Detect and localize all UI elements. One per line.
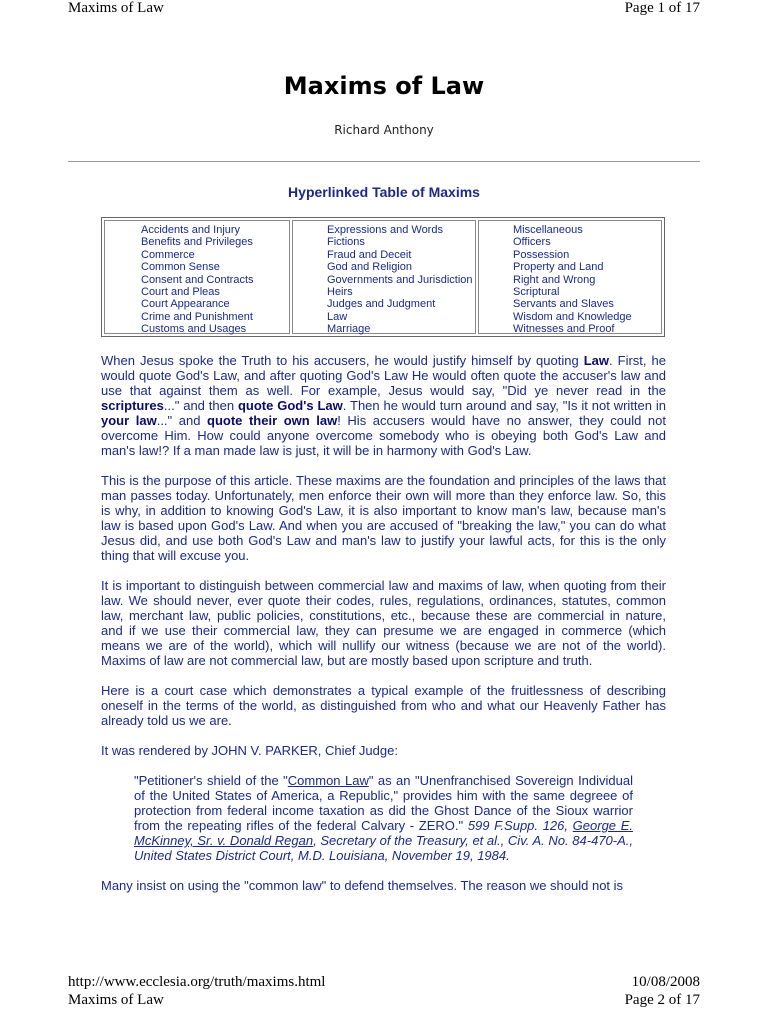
toc-link[interactable]: Accidents and Injury xyxy=(141,224,241,236)
toc-link[interactable]: Governments and Jurisdiction xyxy=(327,273,473,286)
citation-text: 599 F.Supp. 126, xyxy=(467,818,573,833)
toc-link[interactable]: Scriptural xyxy=(513,286,560,299)
toc-link[interactable]: Miscellaneous xyxy=(513,224,583,236)
bold-text: quote their own law xyxy=(207,413,338,428)
toc-link[interactable]: Consent and Contracts xyxy=(141,273,254,286)
footer-doc-title: Maxims of Law xyxy=(68,992,164,1008)
toc-link[interactable]: Judges and Judgment xyxy=(327,298,436,311)
paragraph-3: It is important to distinguish between commercial law and maxims of law, when quoting from their law. We should never, ever quote their codes, rules, regulations, ordinances, statutes, common law, merchant law, public policies, constitutions, etc., because these are commercial in nature, and if we use their commercial law, they can presume we are engaged in commerce (which means we are of the world), which will nullify our witness (because we are not of the world). Maxims of law are not commercial law, but are mostly based upon scripture and truth. xyxy=(101,578,666,668)
toc-column-2 xyxy=(292,220,476,334)
toc-column-1 xyxy=(104,220,290,334)
footer-date: 10/08/2008 xyxy=(631,974,700,990)
bold-text: scriptures xyxy=(101,398,164,413)
footer-url: http://www.ecclesia.org/truth/maxims.html xyxy=(68,974,326,990)
text-run: . First, he would quote God's Law, and after quoting God's Law He would often quote the accuser's law and use that against them as well. For example, Jesus would say, "Did ye never read in the xyxy=(101,353,666,398)
text-run: ..." and xyxy=(156,413,207,428)
toc-column-3 xyxy=(478,220,662,334)
toc-link[interactable]: Property and Land xyxy=(513,261,604,274)
header-page-number: Page 1 of 17 xyxy=(624,0,700,16)
footer-page-number: Page 2 of 17 xyxy=(624,992,700,1008)
text-run: " as an "Unenfranchised Sovereign Individual of the United States of America, a Republic," provides him with the same degreee of protection from federal income taxation as did the Ghost Dance of the Sioux warrior from the repeating rifles of the federal Calvary - ZERO." xyxy=(134,773,633,833)
toc-link[interactable]: Court and Pleas xyxy=(141,286,220,299)
bold-text: Law xyxy=(583,353,610,368)
paragraph-5: It was rendered by JOHN V. PARKER, Chief Judge: xyxy=(101,743,398,758)
divider xyxy=(68,161,700,162)
case-name-link[interactable]: George E. McKinney, Sr. v. Donald Regan xyxy=(134,818,633,848)
common-law-link[interactable]: Common Law xyxy=(287,773,369,788)
paragraph-1 xyxy=(101,353,666,458)
paragraph-6: Many insist on using the "common law" to defend themselves. The reason we should not is xyxy=(101,878,624,893)
paragraph-4: Here is a court case which demonstrates a typical example of the fruitlessness of describing oneself in the terms of the world, as distinguished from who and what our Heavenly Father has already told us we are. xyxy=(101,683,666,728)
toc-link[interactable]: Witnesses and Proof xyxy=(513,323,615,336)
toc-link[interactable]: Wisdom and Knowledge xyxy=(513,310,632,323)
text-run: ! His accusers would have no answer, they could not overcome Him. How could anyone overcome somebody who is obeying both God's Law and man's law!? If a man made law is just, it will be in harmony with God's Law. xyxy=(101,413,666,458)
text-run: ..." and then xyxy=(163,398,238,413)
toc-link[interactable]: Fictions xyxy=(327,236,365,249)
toc-link[interactable]: Servants and Slaves xyxy=(513,298,614,311)
article-body xyxy=(101,353,666,908)
text-run: . Then he would turn around and say, "Is it not written in xyxy=(342,398,666,413)
bold-text: quote God's Law xyxy=(237,398,343,413)
text-run: "Petitioner's shield of the " xyxy=(134,773,288,788)
toc-link[interactable]: Common Sense xyxy=(141,261,220,274)
toc-link[interactable]: Fraud and Deceit xyxy=(327,248,412,261)
citation-text: , Secretary of the Treasury, et al., Civ. A. No. 84-470-A., United States District Court, M.D. Louisiana, November 19, 1984. xyxy=(134,833,634,863)
toc-link[interactable]: Heirs xyxy=(327,286,353,299)
bold-text: your law xyxy=(101,413,157,428)
toc-link[interactable]: Commerce xyxy=(141,248,195,261)
header-doc-title: Maxims of Law xyxy=(68,0,164,16)
page-title: Maxims of Law xyxy=(283,72,485,100)
toc-link[interactable]: Expressions and Words xyxy=(327,224,443,236)
toc-table xyxy=(101,217,665,337)
toc-link[interactable]: Marriage xyxy=(327,323,371,336)
toc-link[interactable]: God and Religion xyxy=(327,261,413,274)
toc-link[interactable]: Right and Wrong xyxy=(513,273,596,286)
toc-link[interactable]: Customs and Usages xyxy=(141,323,247,336)
toc-link[interactable]: Officers xyxy=(513,236,551,249)
toc-link[interactable]: Court Appearance xyxy=(141,298,230,311)
paragraph-2: This is the purpose of this article. These maxims are the foundation and principles of the laws that man passes today. Unfortunately, men enforce their own will more than they enforce law. So, this is why, in addition to knowing God's Law, it is also important to know man's law, because man's law is based upon God's Law. And when you are accused of "breaking the law," you can do what Jesus did, and use both God's Law and man's law to justify your lawful acts, for this is the only thing that will excuse you. xyxy=(101,473,666,563)
author: Richard Anthony xyxy=(334,123,434,137)
toc-heading: Hyperlinked Table of Maxims xyxy=(288,184,480,200)
text-run: When Jesus spoke the Truth to his accusers, he would justify himself by quoting xyxy=(101,353,584,368)
toc-link[interactable]: Benefits and Privileges xyxy=(141,236,253,249)
court-quote xyxy=(134,773,633,863)
toc-link[interactable]: Possession xyxy=(513,248,570,261)
toc-link[interactable]: Crime and Punishment xyxy=(141,310,253,323)
toc-link[interactable]: Law xyxy=(327,310,348,323)
